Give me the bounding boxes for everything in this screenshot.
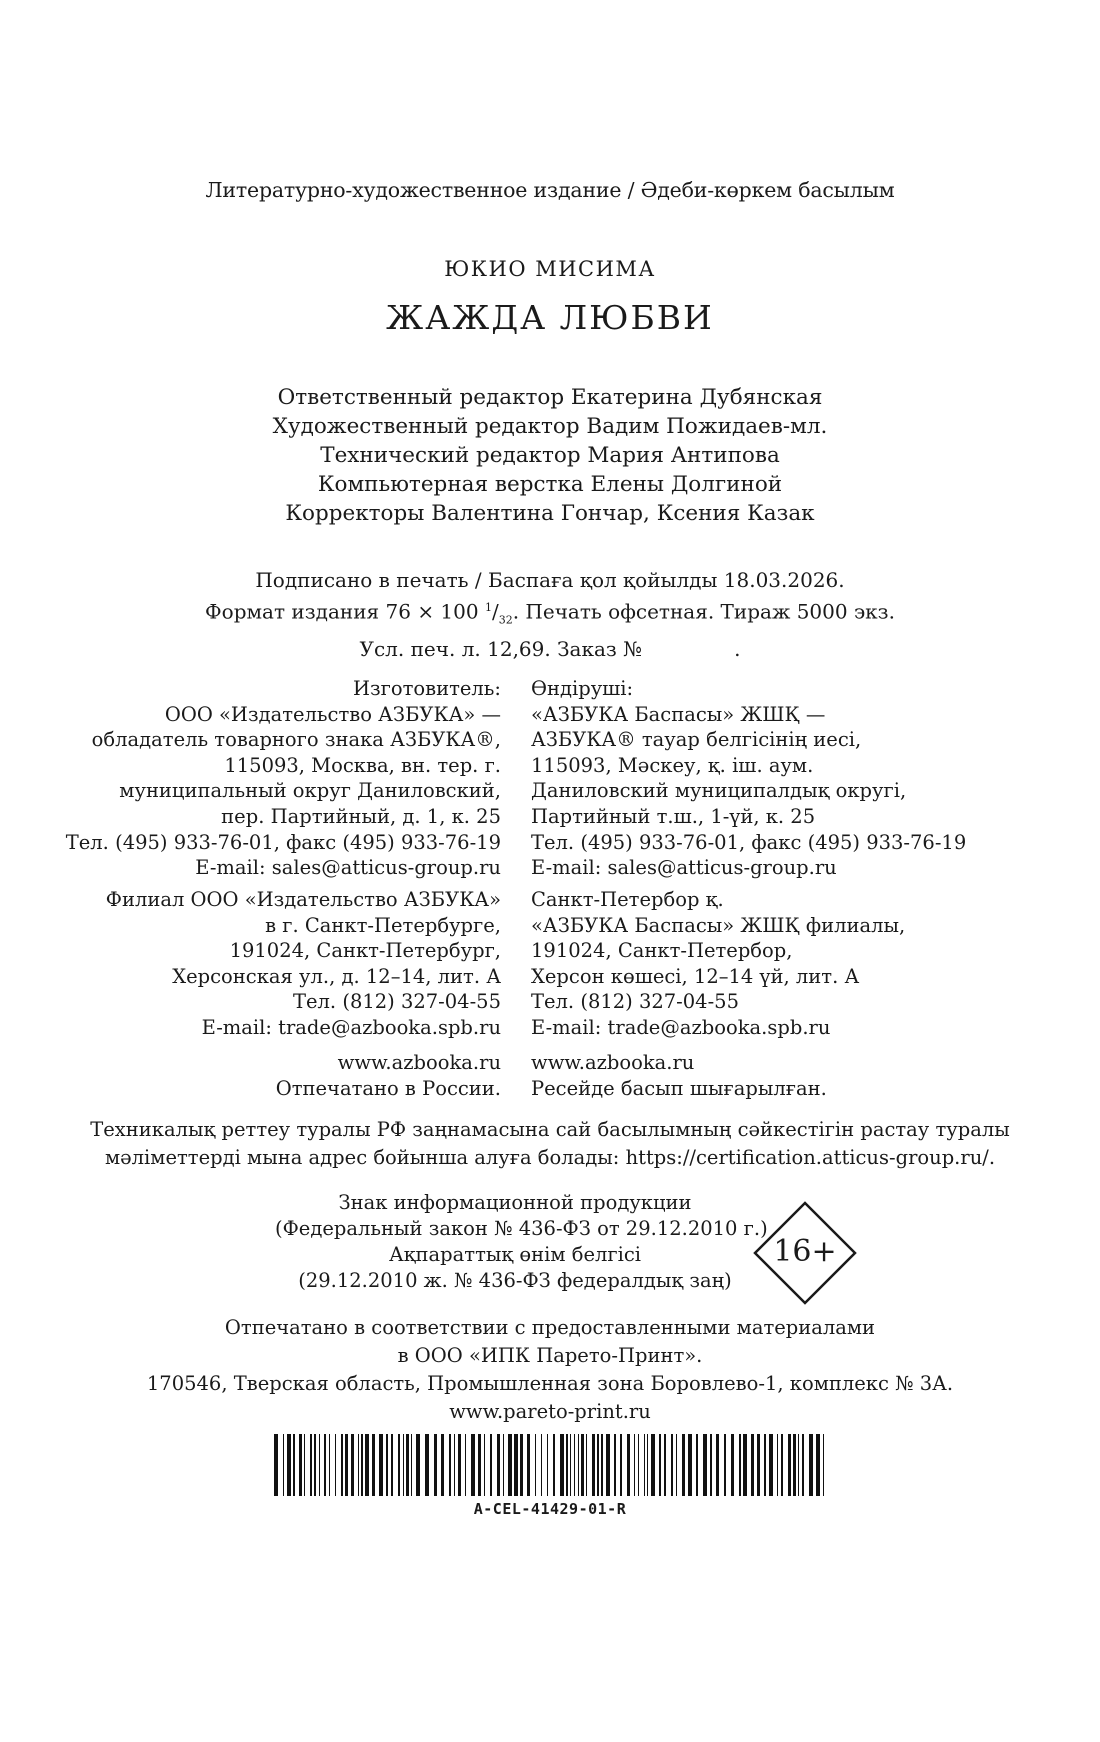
branch-kz-email: E-mail: trade@azbooka.spb.ru (531, 1015, 831, 1039)
manufacturer-kz-line: 115093, Мәскеу, қ. іш. аум. (531, 753, 814, 777)
barcode-bar (570, 1434, 571, 1496)
barcode-bar (777, 1434, 778, 1496)
printing-line: Отпечатано в соответствии с предоставленными материалами (224, 1316, 876, 1339)
format-prefix: Формат издания 76 × 100 (205, 599, 485, 624)
branch-ru-line: в г. Санкт-Петербурге, (265, 913, 501, 937)
barcode-bar (310, 1434, 312, 1496)
barcode-bar (484, 1434, 485, 1496)
manufacturer-kz-line: АЗБУКА® тауар белгісінің иесі, (531, 728, 862, 752)
barcode-bar (335, 1434, 336, 1496)
barcode-bar (351, 1434, 354, 1496)
barcode-bar (703, 1434, 707, 1496)
barcode-bar (441, 1434, 444, 1496)
branch-ru (106, 887, 501, 1041)
manufacturer-ru-line: муниципальный округ Даниловский, (119, 779, 501, 803)
barcode-bar (361, 1434, 363, 1496)
barcode-bar (434, 1434, 437, 1496)
credit-line: Художественный редактор Вадим Пожидаев-мл. (272, 414, 828, 439)
barcode-bar (379, 1434, 383, 1496)
barcode-bar (823, 1434, 824, 1496)
certification-line: Техникалық реттеу туралы РФ заңнамасына сай басылымның сәйкестігін растау туралы (90, 1118, 1010, 1141)
barcode-bar (664, 1434, 666, 1496)
barcode-bar (314, 1434, 316, 1496)
barcode-bar (319, 1434, 320, 1496)
barcode-bar (581, 1434, 584, 1496)
credit-line: Корректоры Валентина Гончар, Ксения Казак (285, 501, 815, 526)
book-title: ЖАЖДА ЛЮБВИ (386, 298, 714, 337)
barcode-bar (403, 1434, 404, 1496)
manufacturer-ru-line: 115093, Москва, вн. тер. г. (224, 753, 501, 777)
barcode-bar (743, 1434, 747, 1496)
manufacturer-ru-email: E-mail: sales@atticus-group.ru (195, 856, 501, 880)
info-sign-line: (29.12.2010 ж. № 436-ФЗ федералдық заң) (298, 1269, 732, 1292)
barcode-bar (386, 1434, 388, 1496)
format-line (0, 594, 1100, 635)
barcode-bar (586, 1434, 587, 1496)
barcode-bar (398, 1434, 400, 1496)
manufacturer-ru-line: пер. Партийный, д. 1, к. 25 (221, 804, 501, 828)
printing-house (0, 1314, 1100, 1426)
barcode-bar (535, 1434, 536, 1496)
branch-kz-line: Тел. (812) 327-04-55 (531, 990, 739, 1014)
branch-ru-line: Филиал ООО «Издательство АЗБУКА» (105, 888, 501, 911)
barcode-bar (809, 1434, 813, 1496)
barcode-bar (465, 1434, 466, 1496)
web-ru (276, 1050, 501, 1101)
sheets-text: Усл. печ. л. 12,69. Заказ № (359, 636, 643, 661)
format-suffix: . Печать офсетная. Тираж 5000 экз. (512, 599, 895, 624)
branch-ru-line: Тел. (812) 327-04-55 (293, 990, 501, 1014)
age-rating-label: 16+ (773, 1234, 837, 1269)
printing-line: 170546, Тверская область, Промышленная зона Боровлево-1, комплекс № 3А. (146, 1372, 954, 1395)
barcode-bar (676, 1434, 677, 1496)
barcode-bar (324, 1434, 326, 1496)
barcode-bar (503, 1434, 504, 1496)
editorial-credits (0, 383, 1100, 528)
barcode-bar (547, 1434, 548, 1496)
manufacturer-kz-line: Партийный т.ш., 1-үй, к. 25 (531, 804, 816, 828)
barcode-bar (293, 1434, 295, 1496)
barcode (270, 1432, 830, 1532)
barcode-bar (757, 1434, 760, 1496)
branch-kz-line: Херсон көшесі, 12–14 үй, лит. А (531, 964, 860, 988)
branch-kz-line: Санкт-Петербор қ. (531, 888, 724, 911)
barcode-bar (274, 1434, 278, 1496)
website-link: www.azbooka.ru (337, 1051, 501, 1074)
branch-kz-line: 191024, Санкт-Петербор, (531, 939, 793, 963)
barcode-bar (329, 1434, 330, 1496)
barcode-icon (270, 1432, 830, 1498)
barcode-bar (304, 1434, 305, 1496)
barcode-bar (739, 1434, 741, 1496)
barcode-bar (341, 1434, 343, 1496)
manufacturer-kz-line: «АЗБУКА Баспасы» ЖШҚ — (531, 702, 826, 726)
barcode-bar (688, 1434, 692, 1496)
barcode-bar (299, 1434, 302, 1496)
barcode-bar (620, 1434, 622, 1496)
sheets-end: . (734, 636, 741, 661)
barcode-bar (541, 1434, 542, 1496)
barcode-bar (358, 1434, 359, 1496)
manufacturer-kz-line: Даниловский муниципалдық округі, (531, 779, 907, 803)
manufacturer-ru-line: Тел. (495) 933-76-01, факс (495) 933-76-19 (65, 830, 501, 854)
website-link: www.azbooka.ru (531, 1051, 695, 1074)
barcode-bar (411, 1434, 412, 1496)
barcode-bar (671, 1434, 673, 1496)
barcode-bar (606, 1434, 610, 1496)
barcode-bar (696, 1434, 698, 1496)
barcode-bar (514, 1434, 518, 1496)
barcode-bar (769, 1434, 773, 1496)
credit-line: Компьютерная верстка Елены Долгиной (317, 472, 783, 497)
certification-line: мәліметтерді мына адрес бойынша алуға болады: https://certification.atticus-group.ru/. (104, 1146, 996, 1169)
barcode-bar (638, 1434, 639, 1496)
manufacturer-kz-email: E-mail: sales@atticus-group.ru (531, 856, 837, 880)
barcode-bar (449, 1434, 451, 1496)
publication-info (0, 566, 1100, 663)
barcode-bar (802, 1434, 804, 1496)
manufacturer-ru-line: ООО «Издательство АЗБУКА» — (164, 702, 501, 726)
barcode-bar (520, 1434, 523, 1496)
format-denominator: 32 (498, 613, 513, 627)
credit-line: Технический редактор Мария Антипова (320, 443, 780, 468)
barcode-bar (574, 1434, 575, 1496)
barcode-bar (716, 1434, 719, 1496)
printed-country: Отпечатано в России. (275, 1076, 501, 1100)
branch-ru-line: 191024, Санкт-Петербург, (229, 939, 501, 963)
manufacturer-kz-line: Өндіруші: (531, 677, 634, 700)
barcode-bar (578, 1434, 579, 1496)
barcode-bar (527, 1434, 530, 1496)
manufacturer-kz-line: Тел. (495) 933-76-01, факс (495) 933-76-19 (531, 830, 967, 854)
barcode-bar (497, 1434, 500, 1496)
barcode-bar (659, 1434, 661, 1496)
barcode-bar (788, 1434, 791, 1496)
manufacturer-kz (531, 676, 966, 881)
barcode-code: A-CEL-41429-01-R (473, 1500, 627, 1518)
barcode-bar (365, 1434, 369, 1496)
web-kz (531, 1050, 827, 1101)
barcode-bar (391, 1434, 393, 1496)
barcode-bar (710, 1434, 712, 1496)
barcode-bar (553, 1434, 555, 1496)
branch-kz (531, 887, 905, 1041)
barcode-bar (798, 1434, 799, 1496)
info-sign-line: Знак информационной продукции (338, 1191, 692, 1214)
barcode-bar (731, 1434, 734, 1496)
barcode-bar (644, 1434, 645, 1496)
printing-line: в ООО «ИПК Парето-Принт». (397, 1344, 703, 1367)
info-sign-text (275, 1190, 768, 1294)
barcode-bar (751, 1434, 754, 1496)
barcode-bar (816, 1434, 820, 1496)
format-slash: / (491, 599, 499, 624)
barcode-bar (627, 1434, 630, 1496)
branch-ru-email: E-mail: trade@azbooka.spb.ru (201, 1015, 501, 1039)
barcode-bar (478, 1434, 481, 1496)
barcode-bar (287, 1434, 291, 1496)
barcode-bar (560, 1434, 564, 1496)
format-numerator: 1 (484, 601, 492, 614)
signed-date: Подписано в печать / Баспаға қол қойылды 18.03.2026. (255, 568, 845, 592)
branch-ru-line: Херсонская ул., д. 12–14, лит. А (172, 964, 501, 988)
barcode-bar (372, 1434, 375, 1496)
age-rating-badge (752, 1200, 858, 1306)
edition-type: Литературно-художественное издание / Әдеби-көркем басылым (205, 178, 895, 202)
barcode-bar (406, 1434, 409, 1496)
manufacturer-ru-line: обладатель товарного знака АЗБУКА®, (91, 728, 501, 752)
info-sign-line: (Федеральный закон № 436-ФЗ от 29.12.2010 г.) (275, 1217, 768, 1240)
printed-country: Ресейде басып шығарылған. (531, 1076, 827, 1100)
barcode-bar (651, 1434, 655, 1496)
barcode-bar (597, 1434, 599, 1496)
barcode-bar (634, 1434, 635, 1496)
barcode-bar (614, 1434, 616, 1496)
author-name: ЮКИО МИСИМА (444, 257, 656, 281)
barcode-bar (454, 1434, 455, 1496)
barcode-bar (601, 1434, 603, 1496)
barcode-bar (508, 1434, 512, 1496)
barcode-bar (283, 1434, 284, 1496)
barcode-bar (682, 1434, 685, 1496)
manufacturer-ru (66, 676, 501, 881)
barcode-bar (764, 1434, 766, 1496)
sheets-line (0, 635, 1100, 663)
barcode-bar (724, 1434, 726, 1496)
barcode-bar (471, 1434, 475, 1496)
barcode-bar (566, 1434, 568, 1496)
barcode-bar (490, 1434, 492, 1496)
barcode-bar (458, 1434, 461, 1496)
info-sign-line: Ақпараттық өнім белгісі (388, 1243, 642, 1266)
barcode-bar (425, 1434, 429, 1496)
barcode-bar (793, 1434, 796, 1496)
printing-website: www.pareto-print.ru (449, 1400, 651, 1423)
certification-note (0, 1116, 1100, 1172)
barcode-bar (592, 1434, 595, 1496)
manufacturer-ru-line: Изготовитель: (352, 677, 501, 700)
credit-line: Ответственный редактор Екатерина Дубянская (277, 385, 823, 410)
barcode-bar (345, 1434, 348, 1496)
barcode-bar (416, 1434, 420, 1496)
barcode-bar (647, 1434, 648, 1496)
barcode-bar (781, 1434, 783, 1496)
branch-kz-line: «АЗБУКА Баспасы» ЖШҚ филиалы, (531, 913, 906, 937)
